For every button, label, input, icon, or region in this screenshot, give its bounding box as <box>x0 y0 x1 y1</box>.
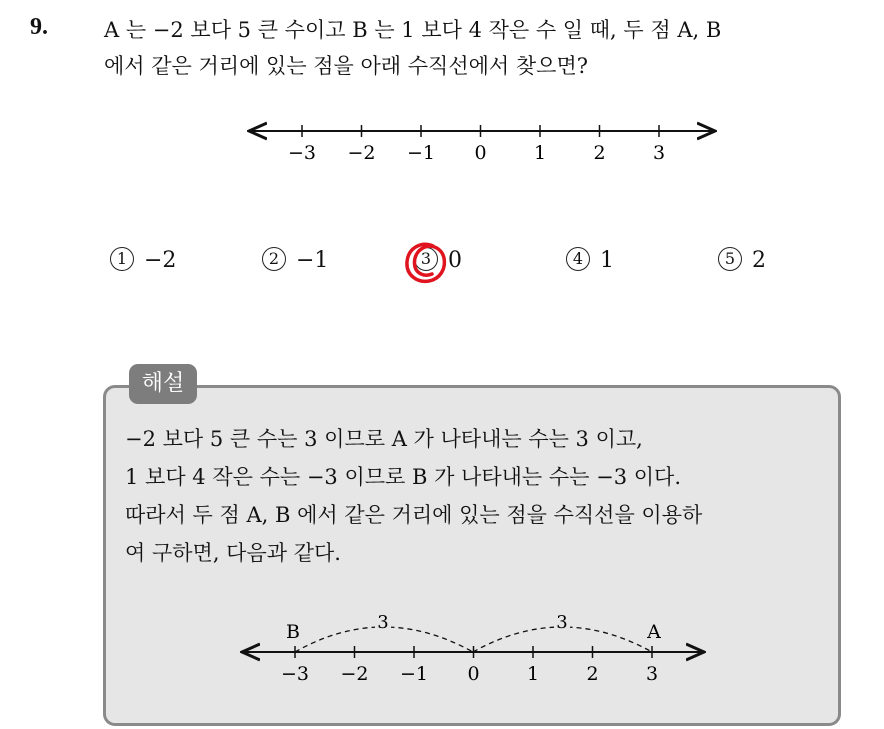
choice-5-value: 2 <box>752 248 766 273</box>
explanation-line-4: 여 구하면, 다음과 같다. <box>125 541 341 565</box>
choice-3-value: 0 <box>448 248 462 273</box>
exp-axis-tick-label: −1 <box>399 663 429 685</box>
explanation-line-3: 따라서 두 점 A, B 에서 같은 거리에 있는 점을 수직선을 이용하 <box>125 503 703 527</box>
number-line-question <box>245 110 720 170</box>
q-axis-tick-label: 0 <box>474 142 487 164</box>
choice-2-value: −1 <box>296 248 329 273</box>
q-axis-tick-label: 3 <box>652 142 666 164</box>
answer-mark-circle-icon <box>403 240 449 286</box>
arc-right-label: 3 <box>556 612 568 633</box>
exp-axis-tick-label: 2 <box>586 663 599 685</box>
arc-left-label: 3 <box>377 612 389 633</box>
choice-1[interactable] <box>110 248 176 273</box>
exp-axis-tick-label: 1 <box>526 663 540 685</box>
choice-2-number: 2 <box>262 247 286 271</box>
choice-5-number: 5 <box>718 247 742 271</box>
choice-4-number: 4 <box>566 247 590 271</box>
q-axis-tick-label: 2 <box>593 142 606 164</box>
choice-3-number: 3 <box>414 247 438 271</box>
exp-axis-tick-label: 3 <box>645 663 659 685</box>
point-a-label: A <box>647 621 661 643</box>
q-axis-tick-label: 1 <box>533 142 547 164</box>
choice-1-number: 1 <box>110 247 134 271</box>
explanation-tag: 해설 <box>129 364 197 404</box>
question-text <box>104 12 874 84</box>
exp-axis-tick-label: 0 <box>467 663 480 685</box>
explanation-text <box>125 420 835 572</box>
question-line-1: A 는 −2 보다 5 큰 수이고 B 는 1 보다 4 작은 수 일 때, 두 점 A, B <box>104 18 722 42</box>
choice-4[interactable] <box>566 248 614 273</box>
choice-4-value: 1 <box>600 248 614 273</box>
number-line-explanation <box>238 608 708 690</box>
choice-5[interactable] <box>718 248 766 273</box>
q-axis-tick-label: −2 <box>347 142 376 164</box>
question-line-2: 에서 같은 거리에 있는 점을 아래 수직선에서 찾으면? <box>104 54 588 78</box>
point-b-label: B <box>286 621 300 643</box>
question-number: 9. <box>30 14 48 40</box>
exp-axis-tick-label: −3 <box>280 663 310 685</box>
explanation-line-2: 1 보다 4 작은 수는 −3 이므로 B 가 나타내는 수는 −3 이다. <box>125 465 681 489</box>
q-axis-tick-label: −1 <box>406 142 436 164</box>
exp-axis-tick-label: −2 <box>340 663 369 685</box>
choice-2[interactable] <box>262 248 328 273</box>
q-axis-tick-label: −3 <box>287 142 317 164</box>
choice-1-value: −2 <box>144 248 177 273</box>
explanation-line-1: −2 보다 5 큰 수는 3 이므로 A 가 나타내는 수는 3 이고, <box>125 427 643 451</box>
